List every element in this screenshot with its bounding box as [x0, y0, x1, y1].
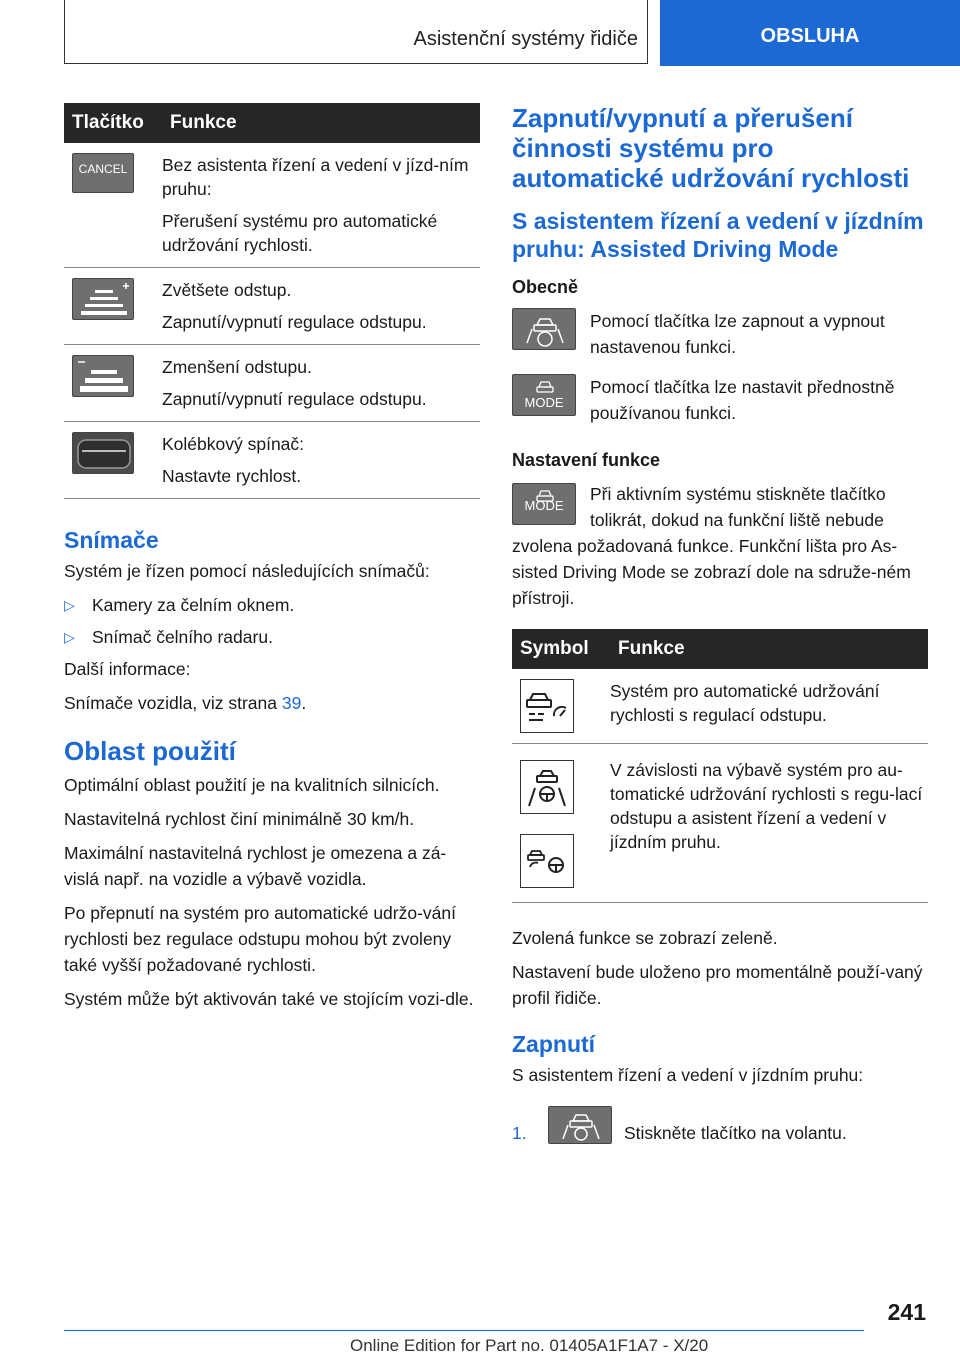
- setting-heading: Nastavení funkce: [512, 450, 661, 470]
- column-header: Symbol: [512, 629, 610, 669]
- table-row: [512, 744, 928, 903]
- step-text: Stiskněte tlačítko na volantu.: [624, 1123, 847, 1143]
- distance-increase-icon: [72, 278, 134, 320]
- triangle-bullet-icon: ▷: [64, 629, 75, 645]
- paragraph: S asistentem řízení a vedení v jízdním pruhu:: [512, 1065, 864, 1085]
- general-text: Pomocí tlačítka lze nastavit přednostně používanou funkci.: [590, 377, 895, 423]
- function-text: V závislosti na výbavě systém pro au-tomatické udržování rychlosti s regu-lací odstupu a asistent řízení a vedení v jízdním pruhu.: [610, 744, 928, 903]
- table-row: [512, 669, 928, 744]
- right-column: [512, 103, 928, 1146]
- step-item: [512, 1106, 928, 1146]
- mode-button-icon: MODE: [512, 374, 576, 416]
- footer-divider: [64, 1330, 864, 1331]
- general-text: Pomocí tlačítka lze zapnout a vypnout nastavenou funkci.: [590, 311, 885, 357]
- paragraph: Zvolená funkce se zobrazí zeleně.: [512, 928, 778, 948]
- cross-reference: Snímače vozidla, viz strana 39.: [64, 693, 307, 713]
- driving-assist-icon: [512, 308, 576, 350]
- paragraph: Nastavitelná rychlost činí minimálně 30 km/h.: [64, 809, 415, 829]
- mode-button-icon: MODE: [512, 483, 576, 525]
- function-text: Zvětšete odstup.: [162, 280, 292, 300]
- column-header: Funkce: [162, 103, 480, 143]
- table-header-row: [64, 103, 480, 143]
- table-row: [64, 143, 480, 268]
- subsection-heading: S asistentem řízení a vedení v jízdním pruhu: Assisted Driving Mode: [512, 208, 924, 262]
- left-column: [64, 103, 480, 1020]
- section-title: Asistenční systémy řidiče: [413, 28, 638, 50]
- distance-decrease-icon: [72, 355, 134, 397]
- rocker-switch-icon: [72, 432, 134, 474]
- edition-text: Online Edition for Part no. 01405A1F1A7 - X/20: [350, 1336, 709, 1355]
- function-text: Systém pro automatické udržování rychlosti s regulací odstupu.: [610, 669, 928, 744]
- button-function-table: [64, 103, 480, 499]
- chapter-tab[interactable]: [660, 0, 960, 66]
- paragraph: Maximální nastavitelná rychlost je omezena a zá-vislá např. na vozidle a výbavě vozidla.: [64, 843, 447, 889]
- function-text: Zmenšení odstupu.: [162, 357, 312, 377]
- cruise-control-distance-icon: [520, 679, 574, 733]
- paragraph: Optimální oblast použití je na kvalitních silnicích.: [64, 775, 440, 795]
- page-link[interactable]: 39: [281, 693, 302, 713]
- setting-paragraph: MODE Při aktivním systému stiskněte tlačítko tolikrát, dokud na funkční liště nebude zvolena požadovaná funkce. Funkční lišta pro As-sisted Driving Mode se zobrazí dole na sdruže-ném přístroji.: [512, 484, 911, 608]
- function-text: Nastavte rychlost.: [162, 466, 302, 486]
- function-text: Kolébkový spínač:: [162, 434, 305, 454]
- function-text: Zapnutí/vypnutí regulace odstupu.: [162, 312, 427, 332]
- paragraph: Další informace:: [64, 659, 191, 679]
- driving-assist-icon: [548, 1106, 612, 1144]
- page-title: Zapnutí/vypnutí a přerušení činnosti systému pro automatické udržování rychlosti: [512, 103, 910, 193]
- triangle-bullet-icon: ▷: [64, 597, 75, 613]
- function-text: Přerušení systému pro automatické udržování rychlosti.: [162, 211, 438, 255]
- symbol-function-table: [512, 629, 928, 903]
- section-heading-sensors: Snímače: [64, 527, 159, 553]
- step-number: 1.: [512, 1123, 527, 1143]
- general-heading: Obecně: [512, 277, 579, 297]
- general-row: [512, 308, 928, 360]
- list-item: ▷ Kamery za čelním oknem.: [64, 592, 480, 618]
- general-row: [512, 374, 928, 426]
- column-header: Funkce: [610, 629, 928, 669]
- paragraph: Systém může být aktivován také ve stojícím vozi-dle.: [64, 989, 474, 1009]
- section-heading-on: Zapnutí: [512, 1031, 596, 1057]
- sensor-list: [64, 592, 480, 650]
- distance-steering-symbol-icon: [520, 834, 574, 888]
- paragraph: Nastavení bude uloženo pro momentálně použí-vaný profil řidiče.: [512, 962, 923, 1008]
- table-header-row: [512, 629, 928, 669]
- paragraph: Po přepnutí na systém pro automatické udržo-vání rychlosti bez regulace odstupu mohou být zvoleny také vyšší požadované rychlosti.: [64, 903, 457, 975]
- chapter-tab-label: OBSLUHA: [760, 24, 860, 47]
- table-row: [64, 268, 480, 345]
- cancel-button-icon: CANCEL: [72, 153, 134, 193]
- table-row: [64, 422, 480, 499]
- page-number: 241: [887, 1299, 926, 1325]
- section-heading-usage: Oblast použití: [64, 736, 236, 766]
- column-header: Tlačítko: [64, 103, 162, 143]
- function-text: Zapnutí/vypnutí regulace odstupu.: [162, 389, 427, 409]
- driving-assist-symbol-icon: [520, 760, 574, 814]
- table-row: [64, 345, 480, 422]
- paragraph: Systém je řízen pomocí následujících snímačů:: [64, 561, 430, 581]
- function-text: Bez asistenta řízení a vedení v jízd-ním pruhu:: [162, 155, 469, 199]
- list-item: ▷ Snímač čelního radaru.: [64, 624, 480, 650]
